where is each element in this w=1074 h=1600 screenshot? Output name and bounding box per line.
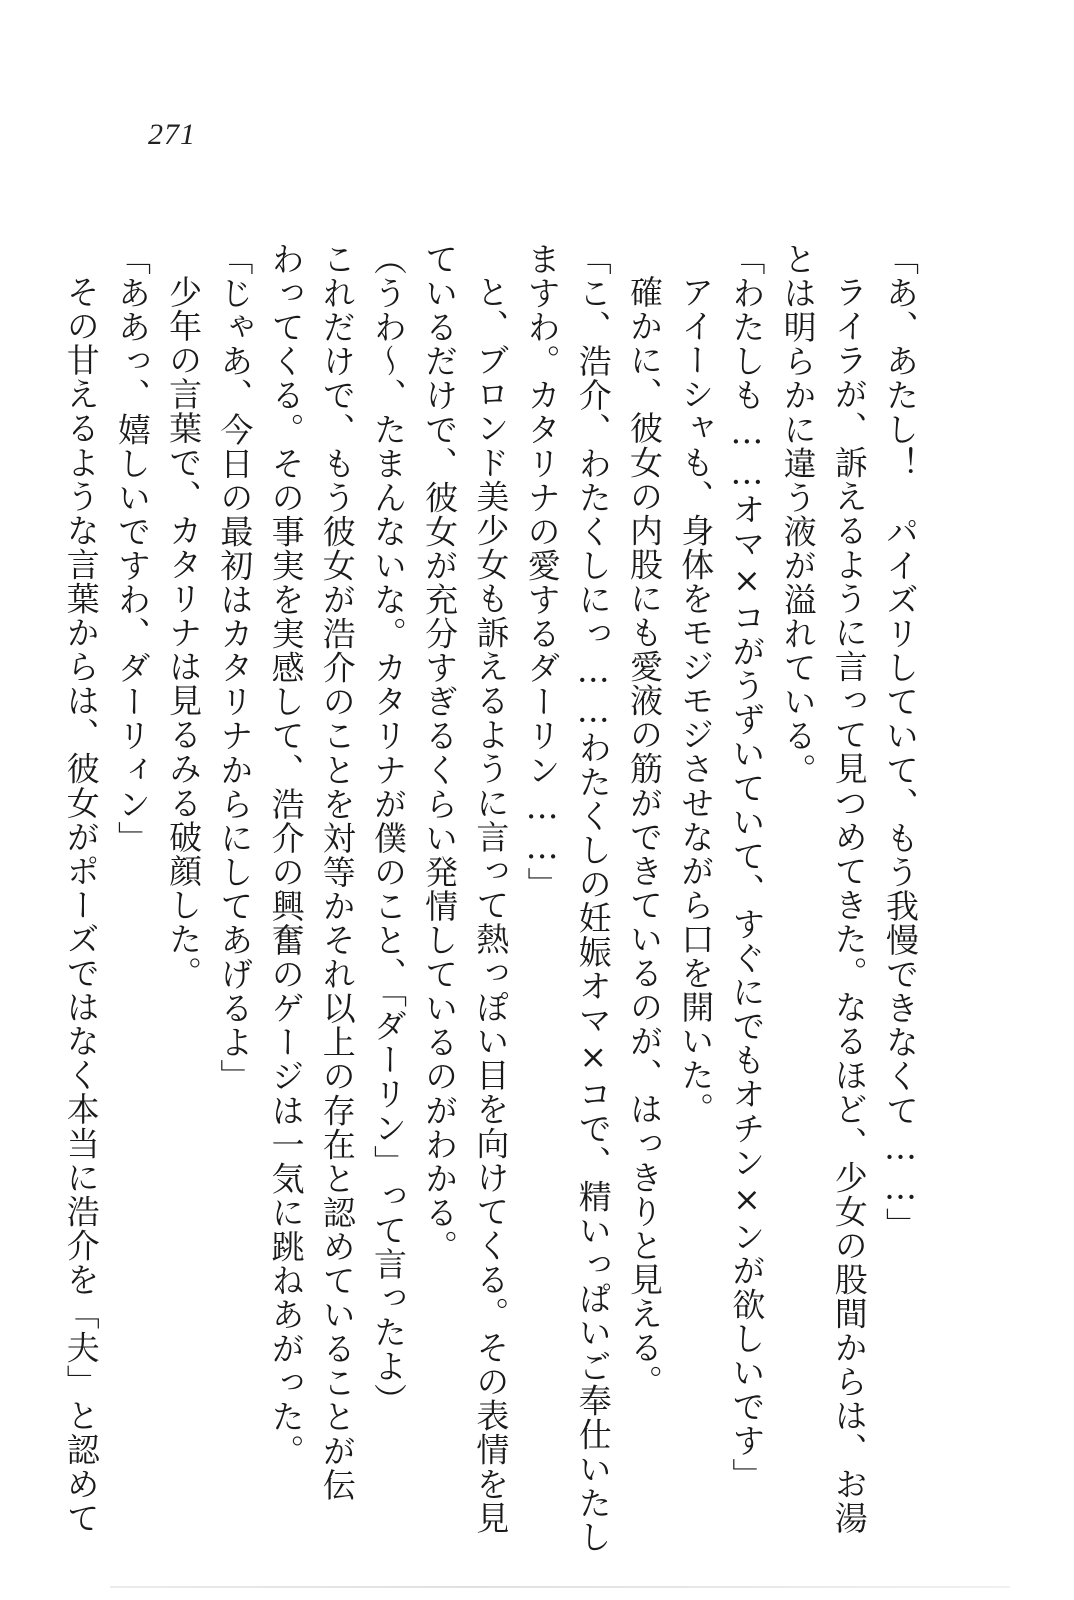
text-line: 「わたしも……オマ×コがうずいていて、すぐにでもオチン×ンが欲しいです」: [727, 242, 767, 1492]
scan-edge-line: [110, 1586, 1010, 1588]
text-line: 「じゃあ、今日の最初はカタリナからにしてあげるよ」: [215, 242, 255, 1094]
text-line: と、ブロンド美少女も訴えるように言って熱っぽい目を向けてくる。その表情を見: [471, 275, 511, 1535]
text-line: 確かに、彼女の内股にも愛液の筋ができているのが、はっきりと見える。: [624, 275, 664, 1399]
text-line: ますわ。カタリナの愛するダーリン……」: [522, 242, 562, 901]
text-line: アイーシャも、身体をモジモジさせながら口を開いた。: [676, 275, 716, 1127]
text-line: 「ああっ、嬉しいですわ、ダーリィン」: [112, 242, 152, 855]
text-line: 「あ、あたし！ パイズリしていて、もう我慢できなくて……」: [881, 242, 920, 1242]
text-line: ライラが、訴えるように言って見つめてきた。なるほど、少女の股間からは、お湯: [829, 275, 869, 1535]
text-line: ているだけで、彼女が充分すぎるくらい発情しているのがわかる。: [420, 242, 460, 1264]
text-line: その甘えるような言葉からは、彼女がポーズではなく本当に浩介を「夫」と認めて: [61, 275, 101, 1535]
text-line: （うわ～、たまんないな。カタリナが僕のこと、「ダーリン」って言ったよ）: [368, 242, 408, 1418]
vertical-text-body: [56, 242, 926, 1554]
text-line: 少年の言葉で、カタリナは見るみる破顔した。: [164, 275, 204, 991]
text-line: とは明らかに違う液が溢れている。: [778, 242, 818, 787]
text-line: 「こ、浩介、わたくしにっ……わたくしの妊娠オマ×コで、精いっぱいご奉仕いたし: [573, 242, 613, 1554]
page-number: 271: [148, 118, 196, 151]
text-line: わってくる。その事実を実感して、浩介の興奮のゲージは一気に跳ねあがった。: [266, 242, 306, 1468]
text-line: これだけで、もう彼女が浩介のことを対等かそれ以上の存在と認めていることが伝: [317, 242, 357, 1502]
